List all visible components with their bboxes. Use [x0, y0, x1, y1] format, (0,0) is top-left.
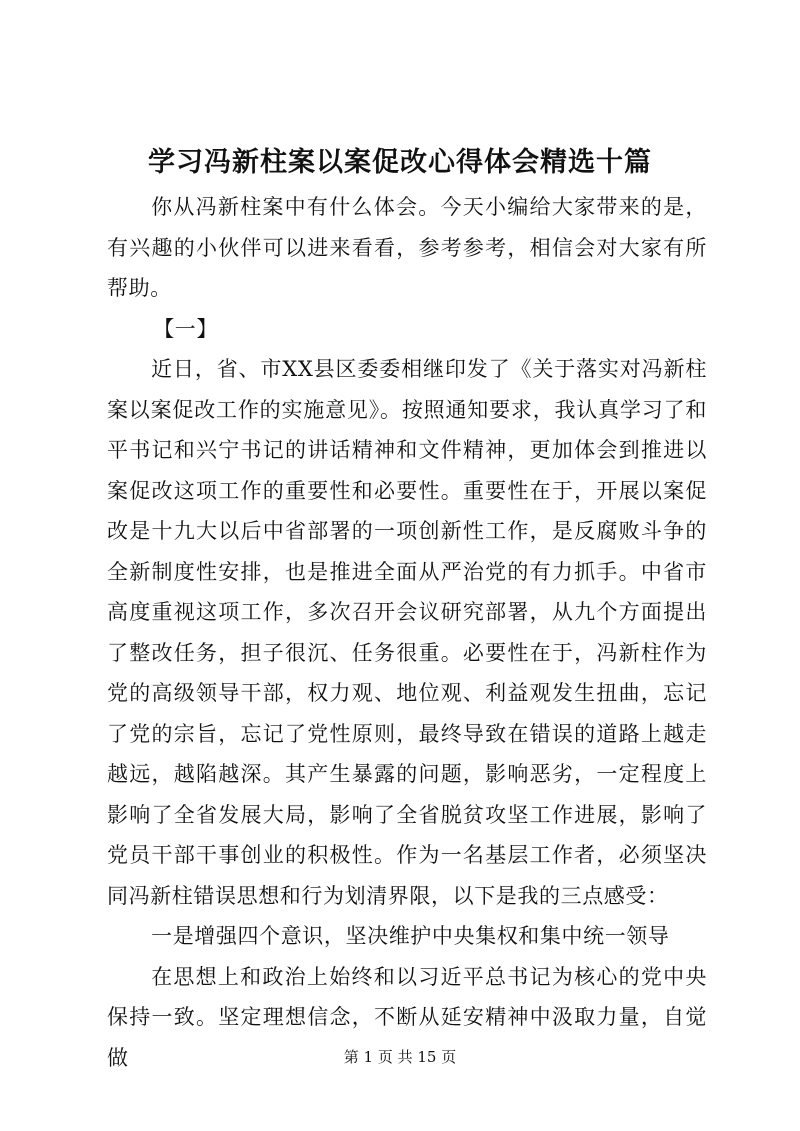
document-body — [107, 187, 707, 1078]
intro-paragraph: 你从冯新柱案中有什么体会。今天小编给大家带来的是，有兴趣的小伙伴可以进来看看，参考参考，相信会对大家有所帮助。 — [107, 195, 707, 300]
body-paragraph: 近日，省、市XX县区委委相继印发了《关于落实对冯新柱案以案促改工作的实施意见》。按照通知要求，我认真学习了和平书记和兴宁书记的讲话精神和文件精神，更加体会到推进以案促改这项工作的重要性和必要性。重要性在于，开展以案促改是十九大以后中省部署的一项创新性工作，是反腐败斗争的全新制度性安排，也是推进全面从严治党的有力抓手。中省市高度重视这项工作，多次召开会议研究部署，从九个方面提出了整改任务，担子很沉、任务很重。必要性在于，冯新柱作为党的高级领导干部，权力观、地位观、利益观发生扭曲，忘记了党的宗旨，忘记了党性原则，最终导致在错误的道路上越走越远，越陷越深。其产生暴露的问题，影响恶劣，一定程度上影响了全省发展大局，影响了全省脱贫攻坚工作进展，影响了党员干部干事创业的积极性。作为一名基层工作者，必须坚决同冯新柱错误思想和行为划清界限，以下是我的三点感受： — [107, 357, 707, 908]
section-heading: 【一】 — [153, 316, 218, 341]
body-paragraph: 在思想上和政治上始终和以习近平总书记为核心的党中央保持一致。坚定理想信念，不断从延安精神中汲取力量，自觉做 — [107, 964, 707, 1070]
page-footer: 第 1 页 共 15 页 — [343, 1048, 457, 1066]
point-heading: 一是增强四个意识，坚决维护中央集权和集中统一领导 — [151, 924, 670, 948]
document-title: 学习冯新柱案以案促改心得体会精选十篇 — [148, 147, 652, 178]
